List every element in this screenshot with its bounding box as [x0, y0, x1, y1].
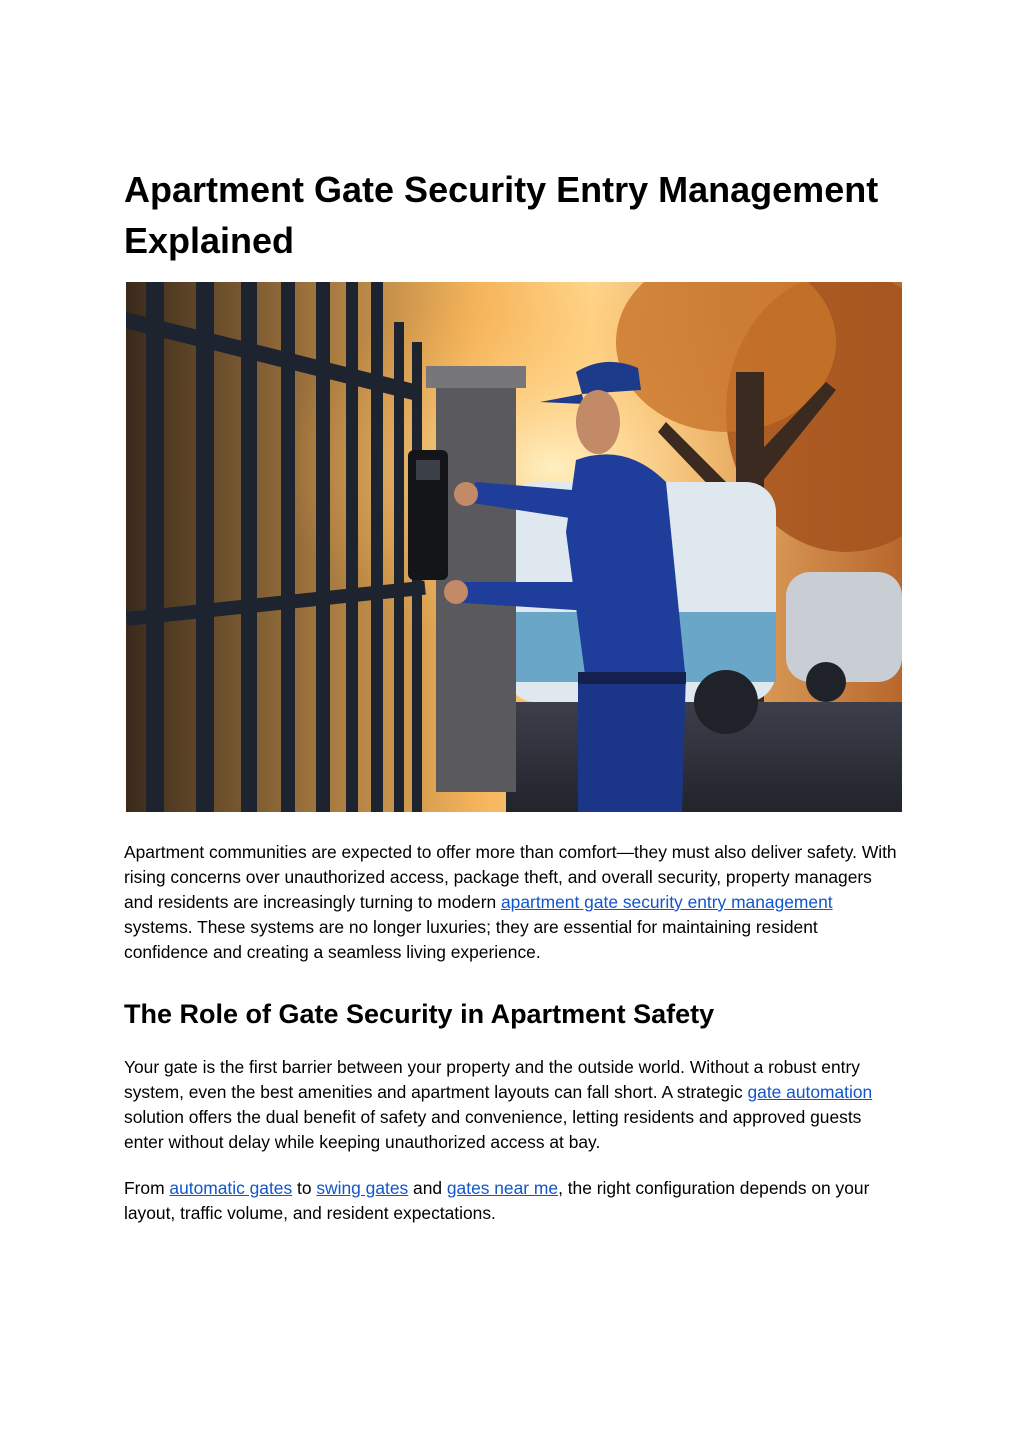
intro-text-after: systems. These systems are no longer luxuries; they are essential for maintaining resident confidence and creating a seamless living experience.	[124, 917, 818, 962]
para1-text-before: Your gate is the first barrier between your property and the outside world. Without a robust entry system, even the best amenities and apartment layouts can fall short. A strategic	[124, 1057, 860, 1102]
intro-text-before: Apartment communities are expected to offer more than comfort—they must also deliver safety. With rising concerns over unauthorized access, package theft, and overall security, property managers and residents are increasingly turning to modern	[124, 842, 897, 912]
section-paragraph-2	[124, 1176, 902, 1226]
hero-image	[126, 282, 902, 812]
intro-paragraph	[124, 840, 902, 965]
photo-technician-installing-gate-keypad	[126, 282, 902, 812]
link-swing-gates[interactable]: swing gates	[316, 1178, 409, 1198]
section-heading: The Role of Gate Security in Apartment Safety	[124, 999, 715, 1029]
para2-text-2: to	[292, 1178, 317, 1198]
link-gates-near-me[interactable]: gates near me	[446, 1178, 559, 1198]
link-automatic-gates[interactable]: automatic gates	[169, 1178, 293, 1198]
para2-text-3: and	[408, 1178, 447, 1198]
para2-text-1: From	[124, 1178, 170, 1198]
section-paragraph-1	[124, 1055, 902, 1155]
para1-text-after: solution offers the dual benefit of safety and convenience, letting residents and approved guests enter without delay while keeping unauthorized access at bay.	[124, 1107, 862, 1152]
link-apartment-gate-security-entry-management[interactable]: apartment gate security entry management	[501, 892, 833, 912]
link-gate-automation[interactable]: gate automation	[747, 1082, 873, 1102]
page-title: Apartment Gate Security Entry Management Explained	[124, 169, 879, 261]
para2-text-4: , the right configuration depends on your layout, traffic volume, and resident expectations.	[124, 1178, 870, 1223]
